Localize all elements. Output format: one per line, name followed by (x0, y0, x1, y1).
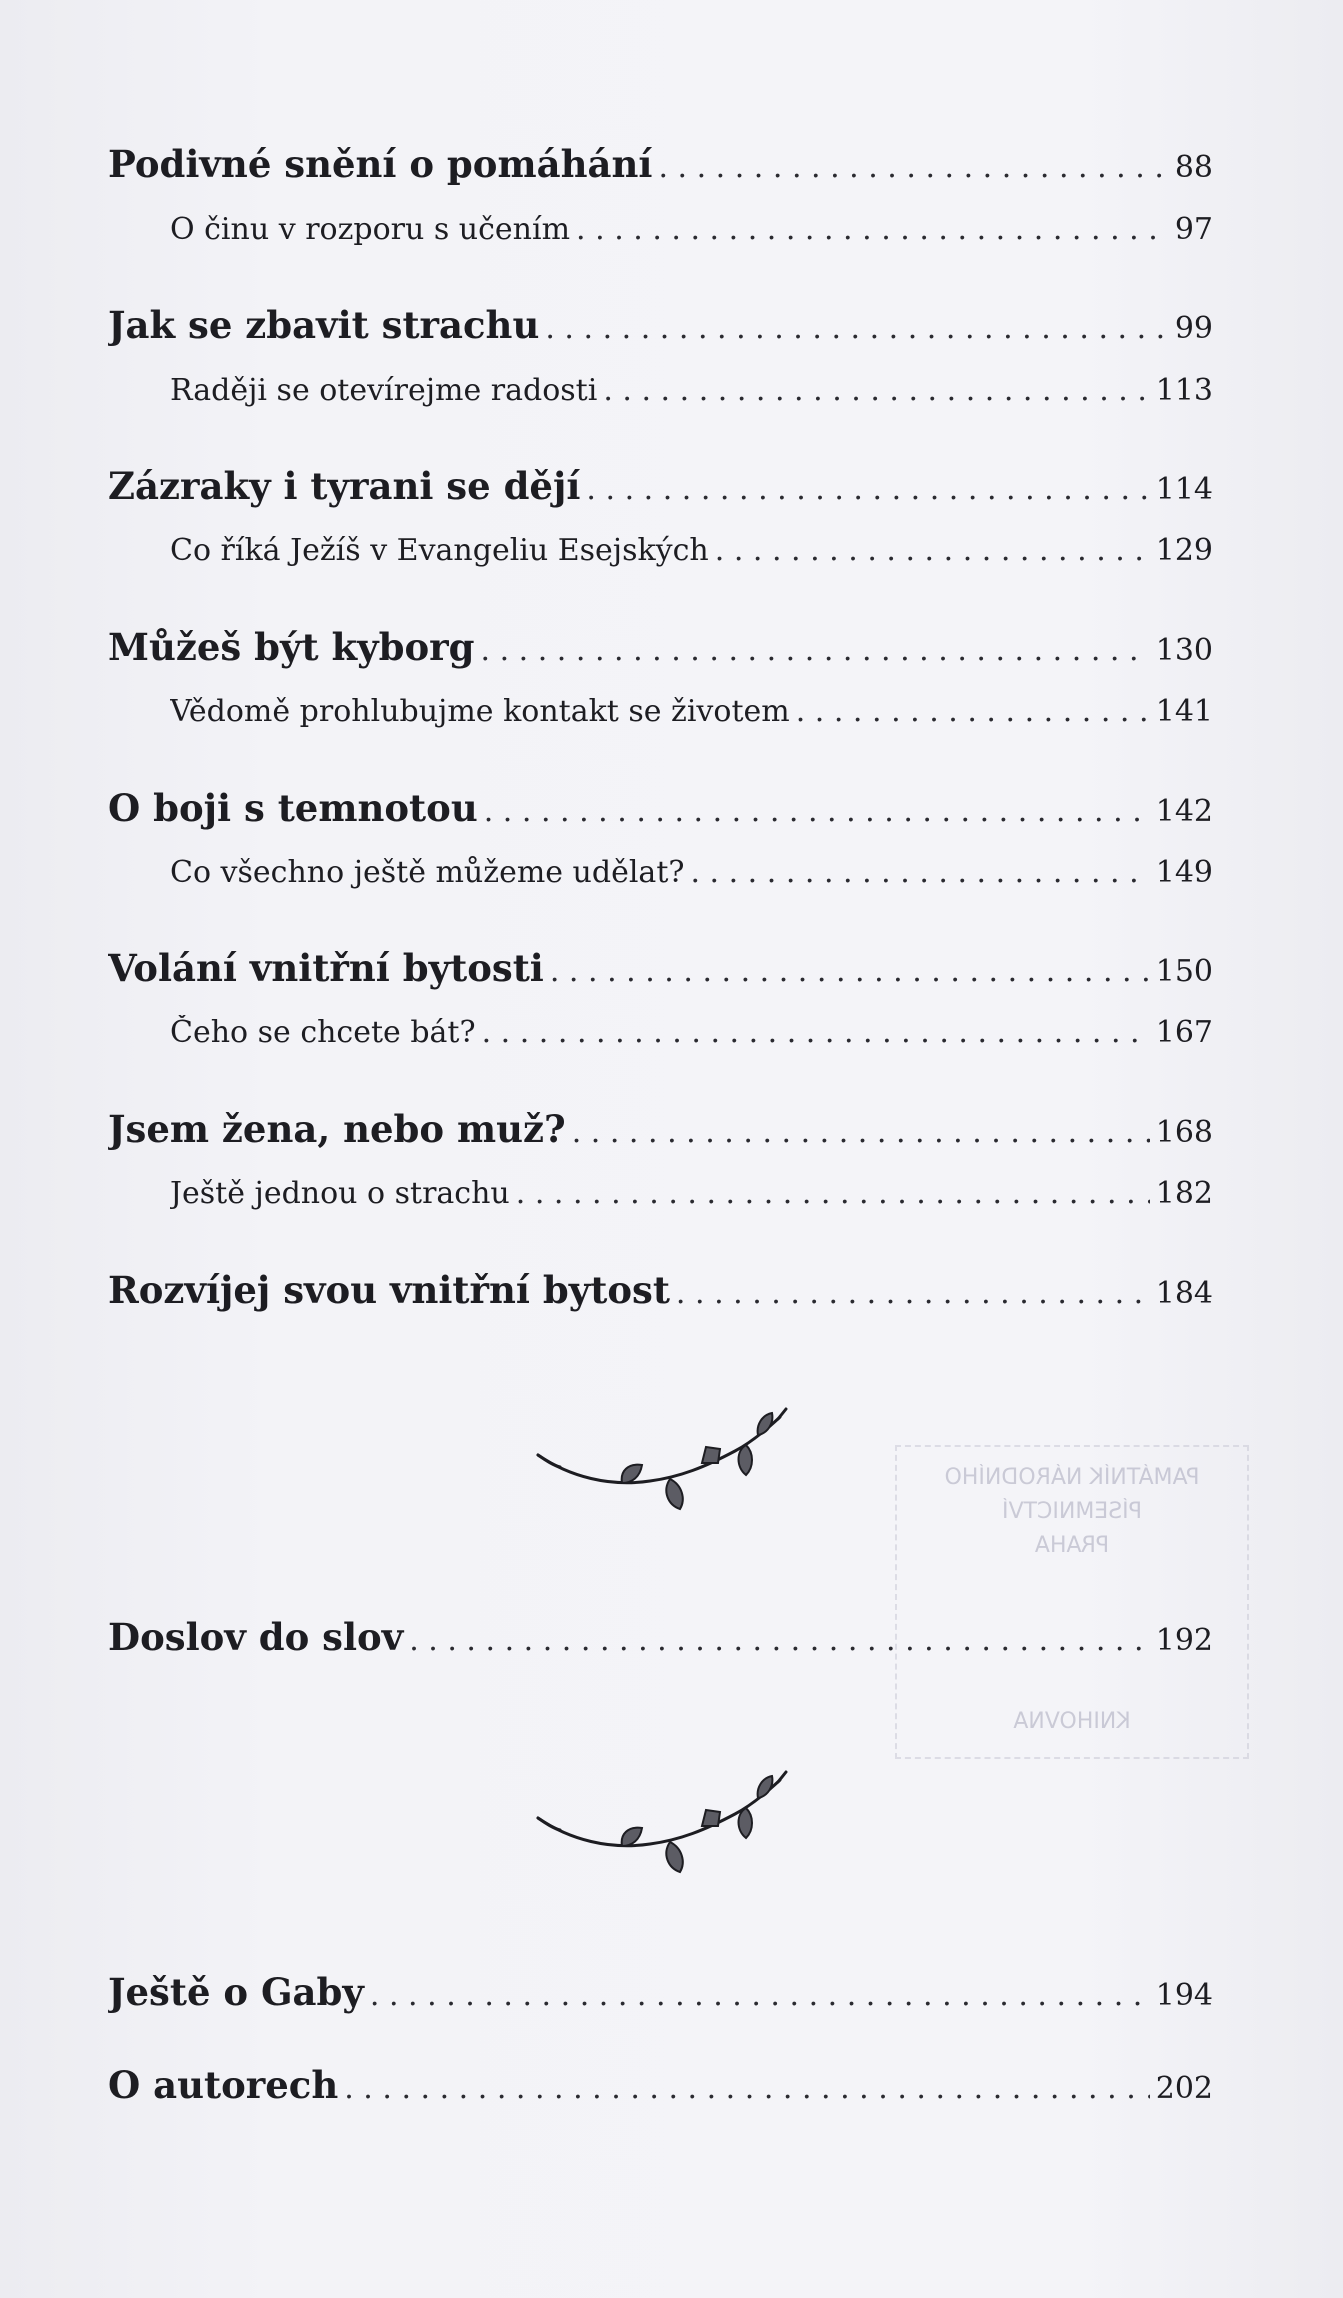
dot-leader (603, 373, 1149, 408)
toc-page-number: 184 (1155, 1276, 1213, 1311)
toc-title: Doslov do slov (108, 1615, 404, 1659)
toc-entry[interactable] (170, 694, 1213, 729)
toc-title: Čeho se chcete bát? (170, 1015, 476, 1050)
toc-entry[interactable] (108, 1970, 1213, 2014)
toc-entry[interactable] (108, 946, 1213, 990)
toc-title: Jak se zbavit strachu (108, 303, 540, 347)
toc-title: Co všechno ještě můžeme udělat? (170, 855, 685, 890)
toc-entry[interactable] (170, 855, 1213, 890)
toc-page-number: 88 (1174, 150, 1213, 185)
dot-leader (409, 1623, 1150, 1658)
toc-entry[interactable] (108, 1615, 1213, 1659)
toc-entry[interactable] (170, 533, 1213, 568)
toc-page-number: 167 (1155, 1015, 1213, 1050)
toc-entry[interactable] (170, 1015, 1213, 1050)
toc-entry[interactable] (108, 303, 1213, 347)
dot-leader (796, 694, 1150, 729)
toc-page-number: 113 (1155, 373, 1213, 408)
dot-leader (576, 212, 1169, 247)
toc-entry[interactable] (108, 464, 1213, 508)
toc-page-number: 142 (1155, 794, 1213, 829)
toc-entry[interactable] (108, 786, 1213, 830)
toc-title: O autorech (108, 2063, 339, 2107)
toc-title: Rozvíjej svou vnitřní bytost (108, 1268, 670, 1312)
toc-page-number: 202 (1155, 2071, 1213, 2106)
dot-leader (545, 311, 1168, 346)
toc-page-number: 194 (1155, 1978, 1213, 2013)
toc-page-number: 182 (1155, 1176, 1213, 1211)
dot-leader (344, 2071, 1150, 2106)
leaf-sprig-icon (530, 1405, 800, 1535)
toc-page-number: 150 (1155, 954, 1213, 989)
toc-page-number: 141 (1155, 694, 1213, 729)
stamp-line-3: PRAHA (1034, 1533, 1110, 1558)
toc-title: Ještě jednou o strachu (170, 1176, 510, 1211)
toc-entry[interactable] (108, 625, 1213, 669)
stamp-line-1: PAMÁTNÍK NÁRODNÍHO (944, 1465, 1200, 1490)
dot-leader (484, 794, 1150, 829)
toc-title: Můžeš být kyborg (108, 625, 475, 669)
toc-entry[interactable] (108, 1268, 1213, 1312)
dot-leader (676, 1276, 1150, 1311)
dot-leader (586, 472, 1149, 507)
toc-page-number: 114 (1155, 472, 1213, 507)
toc-title: Jsem žena, nebo muž? (108, 1107, 566, 1151)
dot-leader (715, 533, 1150, 568)
toc-entry[interactable] (170, 1176, 1213, 1211)
toc-page-number: 129 (1155, 533, 1213, 568)
dot-leader (481, 633, 1150, 668)
dot-leader (572, 1115, 1150, 1150)
toc-title: Raději se otevírejme radosti (170, 373, 598, 408)
dot-leader (690, 855, 1149, 890)
toc-title: Vědomě prohlubujme kontakt se životem (170, 694, 790, 729)
toc-title: Zázraky i tyrani se dějí (108, 464, 581, 508)
toc-title: O činu v rozporu s učením (170, 212, 571, 247)
dot-leader (550, 954, 1150, 989)
toc-page-number: 130 (1155, 633, 1213, 668)
toc-page-number: 168 (1155, 1115, 1213, 1150)
stamp-line-2: PÍSEMNICTVÍ (1002, 1499, 1142, 1524)
dot-leader (482, 1015, 1150, 1050)
toc-title: O boji s temnotou (108, 786, 478, 830)
dot-leader (658, 150, 1168, 185)
dot-leader (370, 1978, 1150, 2013)
toc-title: Co říká Ježíš v Evangeliu Esejských (170, 533, 709, 568)
toc-page-number: 149 (1155, 855, 1213, 890)
toc-title: Volání vnitřní bytosti (108, 946, 544, 990)
toc-entry[interactable] (170, 212, 1213, 247)
toc-page-number: 97 (1174, 212, 1213, 247)
toc-page-number: 99 (1174, 311, 1213, 346)
stamp-line-4: KNIHOVNA (1013, 1709, 1131, 1734)
toc-page-number: 192 (1155, 1623, 1213, 1658)
toc-entry[interactable] (108, 1107, 1213, 1151)
library-stamp (895, 1445, 1249, 1759)
toc-title: Ještě o Gaby (108, 1970, 364, 2014)
toc-entry[interactable] (108, 142, 1213, 186)
leaf-sprig-icon (530, 1768, 800, 1898)
toc-title: Podivné snění o pomáhání (108, 142, 653, 186)
dot-leader (516, 1176, 1150, 1211)
toc-entry[interactable] (108, 2063, 1213, 2107)
toc-entry[interactable] (170, 373, 1213, 408)
